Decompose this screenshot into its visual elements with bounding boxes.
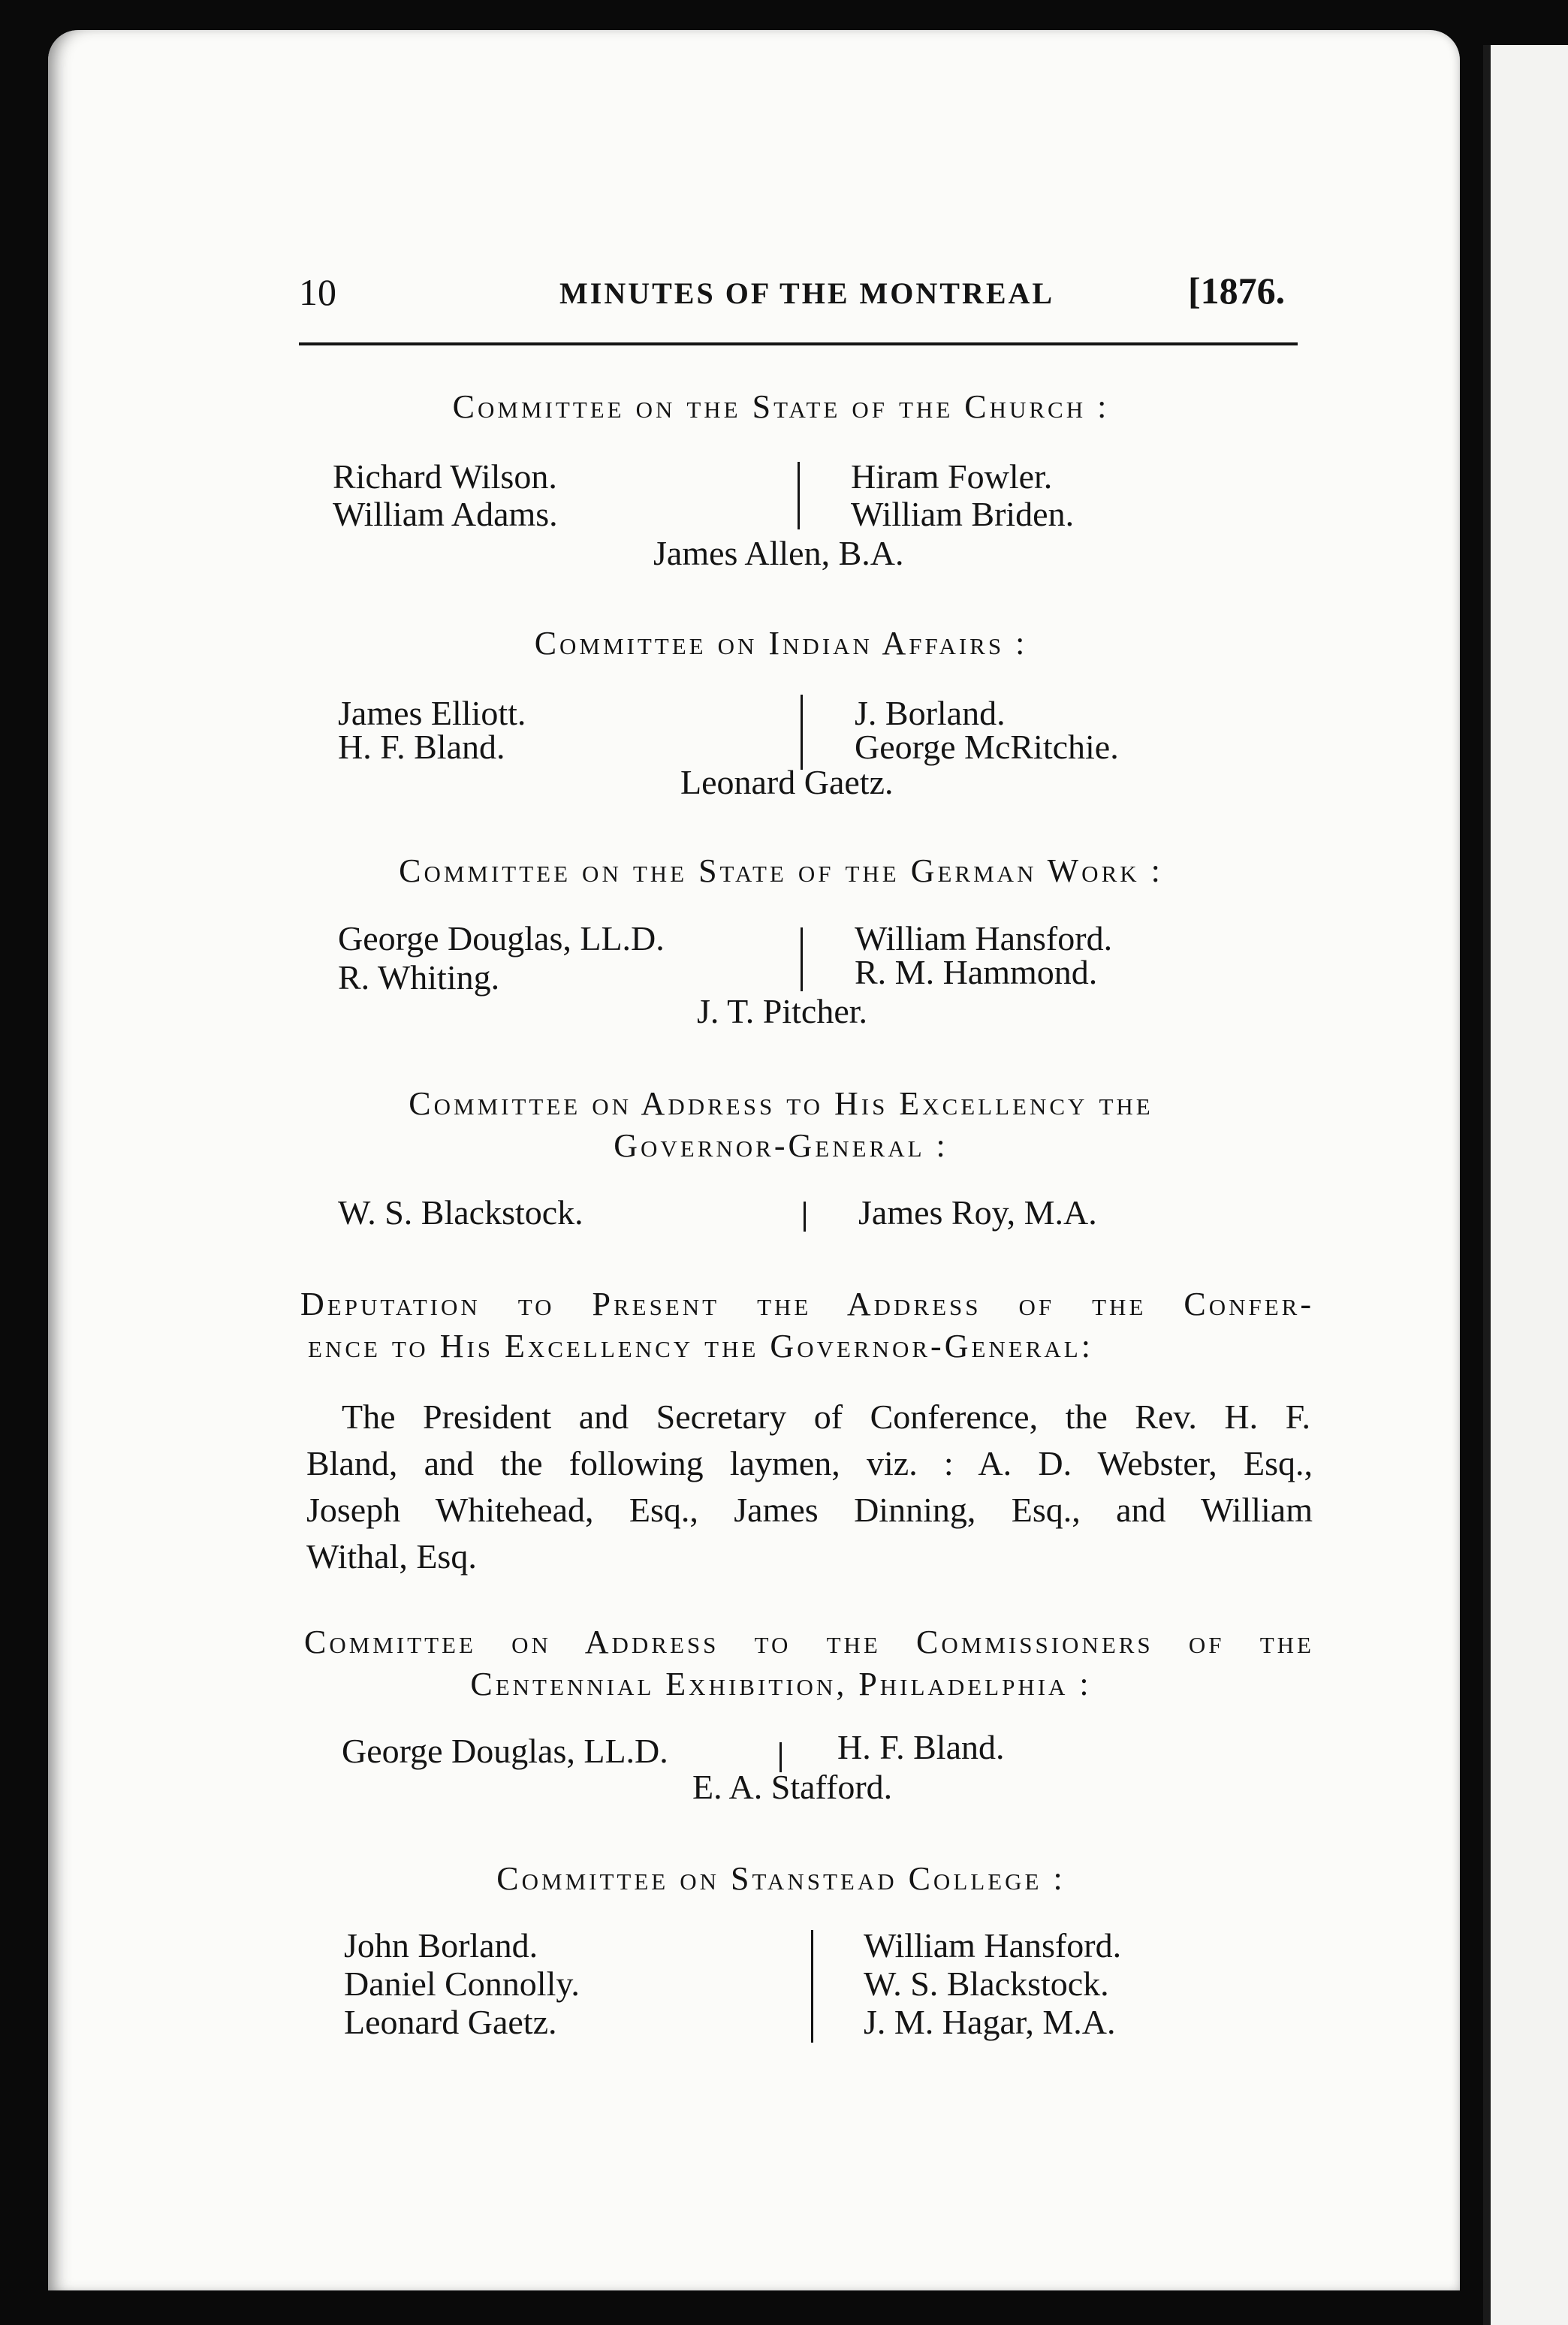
section-heading-centennial-line1: Committee on Address to the Commissioners of the — [304, 1624, 1314, 1660]
member-name: J. T. Pitcher. — [697, 992, 868, 1030]
member-name: William Briden. — [851, 495, 1075, 533]
member-name: R. Whiting. — [338, 958, 500, 997]
member-name: George Douglas, LL.D. — [338, 919, 665, 957]
member-name: J. M. Hagar, M.A. — [864, 2003, 1116, 2041]
column-divider — [801, 695, 803, 770]
column-divider — [801, 927, 803, 991]
section-heading-german-work: Committee on the State of the German Work : — [399, 852, 1163, 889]
member-name: William Adams. — [333, 495, 558, 533]
deputation-paragraph-line: Withal, Esq. — [306, 1537, 477, 1576]
member-name: Leonard Gaetz. — [344, 2003, 557, 2041]
member-name: Daniel Connolly. — [344, 1965, 580, 2003]
member-name: W. S. Blackstock. — [864, 1965, 1109, 2003]
deputation-paragraph-line: Bland, and the following laymen, viz. : A. D. Webster, Esq., — [306, 1444, 1313, 1482]
deputation-paragraph-line: Joseph Whitehead, Esq., James Dinning, Esq., and William — [306, 1491, 1313, 1529]
section-heading-indian-affairs: Committee on Indian Affairs : — [534, 625, 1028, 662]
header-year: [1876. — [1188, 270, 1286, 312]
section-heading-address-governor-line1: Committee on Address to His Excellency the — [409, 1085, 1153, 1122]
facing-page-edge — [1483, 45, 1568, 2325]
member-name: James Roy, M.A. — [858, 1193, 1097, 1232]
header-rule — [299, 342, 1298, 345]
section-heading-state-of-church: Committee on the State of the Church : — [452, 388, 1110, 425]
member-name: H. F. Bland. — [338, 728, 505, 766]
member-name: Leonard Gaetz. — [680, 763, 894, 801]
section-heading-deputation-line1: Deputation to Present the Address of the Confer- — [300, 1286, 1314, 1322]
member-name: George McRitchie. — [855, 728, 1119, 766]
running-title: MINUTES OF THE MONTREAL — [559, 276, 1055, 310]
member-name: Hiram Fowler. — [851, 457, 1053, 496]
member-name: J. Borland. — [855, 694, 1006, 732]
member-name: William Hansford. — [855, 919, 1113, 957]
member-name: James Allen, B.A. — [653, 534, 904, 572]
page-number: 10 — [299, 271, 336, 313]
deputation-paragraph-line: The President and Secretary of Conference, the Rev. H. F. — [342, 1398, 1310, 1436]
member-name: John Borland. — [344, 1926, 538, 1965]
section-heading-stanstead-college: Committee on Stanstead College : — [496, 1860, 1066, 1897]
member-name: George Douglas, LL.D. — [342, 1732, 668, 1770]
member-name: H. F. Bland. — [837, 1728, 1005, 1766]
column-divider — [804, 1202, 806, 1232]
member-name: E. A. Stafford. — [692, 1768, 893, 1806]
member-name: William Hansford. — [864, 1926, 1122, 1965]
column-divider — [798, 462, 800, 529]
member-name: James Elliott. — [338, 694, 526, 732]
section-heading-address-governor-line2: Governor-General : — [614, 1127, 948, 1164]
section-heading-centennial-line2: Centennial Exhibition, Philadelphia : — [470, 1666, 1092, 1702]
member-name: W. S. Blackstock. — [338, 1193, 583, 1232]
section-heading-deputation-line2: ence to His Excellency the Governor-General: — [308, 1328, 1093, 1365]
member-name: Richard Wilson. — [333, 457, 557, 496]
column-divider — [811, 1930, 813, 2043]
member-name: R. M. Hammond. — [855, 953, 1098, 991]
